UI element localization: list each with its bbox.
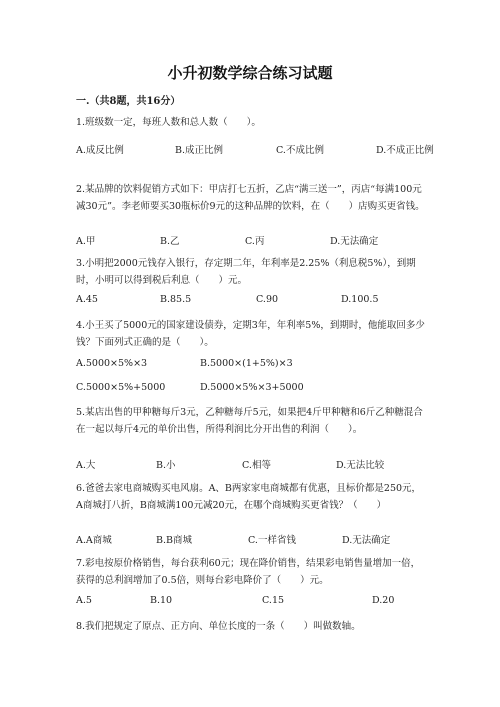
question-2-options: [76, 233, 426, 247]
option-d: D.100.5: [341, 294, 379, 305]
option-c: C.相等: [242, 460, 271, 471]
option-a: A.甲: [76, 236, 96, 247]
question-4: 4.小王买了5000元的国家建设债券，定期3年，年利率5%，到期时，他能取回多少钱？下面列式正确的是（ ）。: [76, 320, 425, 348]
option-a: A.5000×5%×3: [76, 358, 148, 369]
option-a: A.成反比例: [76, 145, 124, 156]
option-b: B.85.5: [160, 294, 192, 305]
question-3: 3.小明把2000元钱存入银行，存定期二年，年利率是2.25%（利息税5%），到期时，小明可以得到税后利息（ ）元。: [76, 258, 416, 286]
option-c: C.一样省钱: [248, 535, 296, 546]
question-6: 6.爸爸去家电商城购买电风扇。A、B两家家电商城都有优惠，且标价都是250元，A商城打八折，B商城满100元减20元，在哪个商城购买更省钱？（ ）: [76, 483, 422, 511]
question-1: 1.班级数一定，每班人数和总人数（ ）。: [76, 117, 261, 128]
option-a: A.5: [76, 595, 92, 606]
question-4-options-row2: [76, 382, 426, 396]
page-title: 小升初数学综合练习试题: [167, 64, 333, 82]
option-c: C.90: [256, 294, 279, 305]
option-d: D.无法确定: [342, 535, 391, 546]
question-5-options: [76, 457, 426, 471]
option-b: B.5000×(1+5%)×3: [200, 358, 293, 369]
question-4-options-row1: [76, 358, 426, 372]
question-7: 7.彩电按原价格销售，每台获利60元；现在降价销售，结果彩电销售量增加一倍，获得的总利润增加了0.5倍，则每台彩电降价了（ ）元。: [76, 558, 421, 586]
question-6-options: [76, 532, 426, 546]
question-3-options: [76, 294, 426, 308]
question-8: 8.我们把规定了原点、正方向、单位长度的一条（ ）叫做数轴。: [76, 621, 361, 632]
option-c: C.15: [262, 595, 285, 606]
option-a: A.大: [76, 460, 96, 471]
option-d: D.无法比较: [336, 460, 385, 471]
option-b: B.B商城: [156, 535, 192, 546]
section-heading: 一.（共8题，共16分）: [76, 96, 181, 107]
option-b: B.成正比例: [175, 145, 224, 156]
option-c: C.5000×5%+5000: [76, 382, 166, 393]
option-b: B.10: [150, 595, 173, 606]
option-b: B.小: [156, 460, 176, 471]
option-a: A.45: [76, 294, 98, 305]
option-d: D.无法确定: [330, 236, 379, 247]
option-c: C.不成比例: [276, 145, 324, 156]
option-d: D.5000×5%×3+5000: [200, 382, 304, 393]
option-d: D.20: [372, 595, 395, 606]
question-1-options: [76, 142, 434, 156]
option-d: D.不成正比例: [376, 145, 434, 156]
option-b: B.乙: [160, 236, 180, 247]
question-2: 2.某品牌的饮料促销方式如下：甲店打七五折，乙店“满三送一”，丙店“每满100元减30元”。李老师要买30瓶标价9元的这种品牌的饮料，在（ ）店购买更省钱。: [76, 184, 425, 212]
question-7-options: [76, 595, 426, 609]
question-5: 5.某店出售的甲种糖每斤3元，乙种糖每斤5元，如果把4斤甲种糖和6斤乙种糖混合在一起以每斤4元的单价出售，所得利润比分开出售的利润（ ）。: [76, 407, 423, 435]
option-a: A.A商城: [76, 535, 112, 546]
option-c: C.丙: [245, 236, 265, 247]
